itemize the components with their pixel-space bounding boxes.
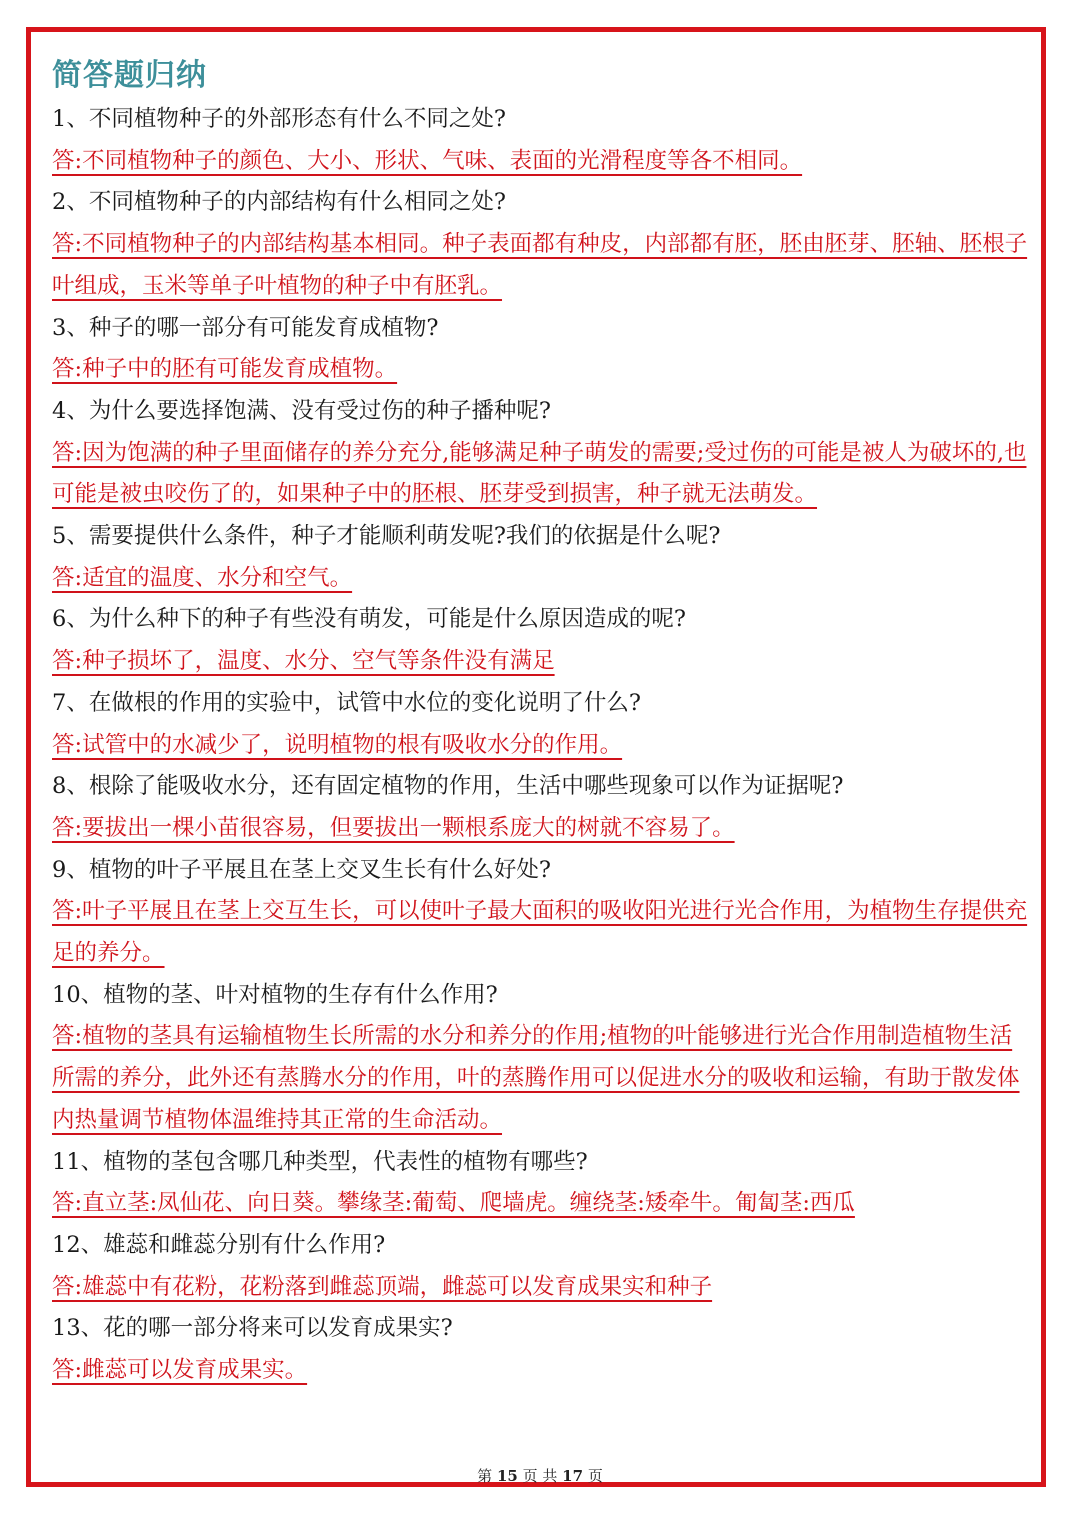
qa-item	[52, 599, 1032, 682]
qa-item	[52, 975, 1032, 1142]
answer-underlined-text: 答:不同植物种子的颜色、大小、形状、气味、表面的光滑程度等各不相同。	[52, 147, 803, 174]
page-footer	[0, 1465, 1080, 1486]
question-text: 11、植物的茎包含哪几种类型，代表性的植物有哪些?	[52, 1148, 588, 1175]
qa-item	[52, 1308, 1032, 1391]
answer-underlined-text: 答:不同植物种子的内部结构基本相同。种子表面都有种皮，内部都有胚，胚由胚芽、胚轴、胚根子叶组成，玉米等单子叶植物的种子中有胚乳。	[52, 231, 1028, 299]
answer-text	[52, 1267, 1032, 1309]
question-text: 7、在做根的作用的实验中，试管中水位的变化说明了什么?	[52, 689, 641, 716]
question-text: 9、植物的叶子平展且在茎上交叉生长有什么好处?	[52, 856, 551, 883]
question-text: 4、为什么要选择饱满、没有受过伤的种子播种呢?	[52, 397, 551, 424]
answer-text	[52, 1183, 1032, 1225]
qa-item	[52, 182, 1032, 307]
question-text: 6、为什么种下的种子有些没有萌发，可能是什么原因造成的呢?	[52, 606, 686, 633]
section-title: 简答题归纳	[52, 58, 207, 93]
footer-prefix: 第	[477, 1467, 493, 1485]
qa-item	[52, 516, 1032, 599]
answer-underlined-text: 答:雌蕊可以发育成果实。	[52, 1357, 308, 1384]
answer-underlined-text: 答:因为饱满的种子里面储存的养分充分,能够满足种子萌发的需要;受过伤的可能是被人为破坏的,也可能是被虫咬伤了的，如果种子中的胚根、胚芽受到损害，种子就无法萌发。	[52, 439, 1027, 508]
answer-text	[52, 641, 1032, 683]
question-text: 8、根除了能吸收水分，还有固定植物的作用，生活中哪些现象可以作为证据呢?	[52, 773, 844, 800]
qa-item	[52, 391, 1032, 516]
answer-underlined-text: 答:植物的茎具有运输植物生长所需的水分和养分的作用;植物的叶能够进行光合作用制造植物生活所需的养分，此外还有蒸腾水分的作用，叶的蒸腾作用可以促进水分的吸收和运输，有助于散发体内热量调节植物体温维持其正常的生命活动。	[52, 1023, 1020, 1133]
qa-item	[52, 308, 1032, 391]
footer-middle: 页 共	[522, 1467, 558, 1485]
answer-text	[52, 349, 1032, 391]
answer-text	[52, 808, 1032, 850]
answer-underlined-text: 答:叶子平展且在茎上交互生长，可以使叶子最大面积的吸收阳光进行光合作用，为植物生存提供充足的养分。	[52, 898, 1028, 967]
answer-underlined-text: 答:雄蕊中有花粉，花粉落到雌蕊顶端，雌蕊可以发育成果实和种子	[52, 1273, 713, 1300]
footer-suffix: 页	[587, 1467, 603, 1485]
answer-text	[52, 141, 1032, 183]
answer-underlined-text: 答:直立茎:凤仙花、向日葵。攀缘茎:葡萄、爬墙虎。缠绕茎:矮牵牛。匍匐茎:西瓜	[52, 1190, 855, 1217]
question-text: 2、不同植物种子的内部结构有什么相同之处?	[52, 189, 506, 216]
answer-text	[52, 433, 1032, 516]
qa-item	[52, 766, 1032, 849]
answer-text	[52, 558, 1032, 600]
answer-underlined-text: 答:试管中的水减少了，说明植物的根有吸收水分的作用。	[52, 731, 623, 758]
question-text: 10、植物的茎、叶对植物的生存有什么作用?	[52, 981, 498, 1008]
answer-text	[52, 224, 1032, 307]
answer-underlined-text: 答:种子损坏了，温度、水分、空气等条件没有满足	[52, 648, 555, 675]
question-text: 13、花的哪一部分将来可以发育成果实?	[52, 1315, 453, 1342]
qa-item	[52, 850, 1032, 975]
question-text: 12、雄蕊和雌蕊分别有什么作用?	[52, 1231, 386, 1258]
qa-item	[52, 1225, 1032, 1308]
current-page-number: 15	[496, 1467, 518, 1485]
answer-text	[52, 725, 1032, 767]
answer-underlined-text: 答:适宜的温度、水分和空气。	[52, 564, 353, 591]
answer-text	[52, 891, 1032, 974]
qa-list	[52, 99, 1032, 1392]
question-text: 3、种子的哪一部分有可能发育成植物?	[52, 314, 439, 341]
document-content	[52, 55, 1032, 1392]
total-page-number: 17	[562, 1467, 584, 1485]
qa-item	[52, 99, 1032, 182]
question-text: 1、不同植物种子的外部形态有什么不同之处?	[52, 106, 506, 132]
answer-text	[52, 1016, 1032, 1141]
answer-underlined-text: 答:要拔出一棵小苗很容易，但要拔出一颗根系庞大的树就不容易了。	[52, 814, 735, 841]
question-text: 5、需要提供什么条件，种子才能顺利萌发呢?我们的依据是什么呢?	[52, 523, 721, 550]
qa-item	[52, 683, 1032, 766]
answer-underlined-text: 答:种子中的胚有可能发育成植物。	[52, 356, 398, 383]
answer-text	[52, 1350, 1032, 1392]
qa-item	[52, 1142, 1032, 1225]
